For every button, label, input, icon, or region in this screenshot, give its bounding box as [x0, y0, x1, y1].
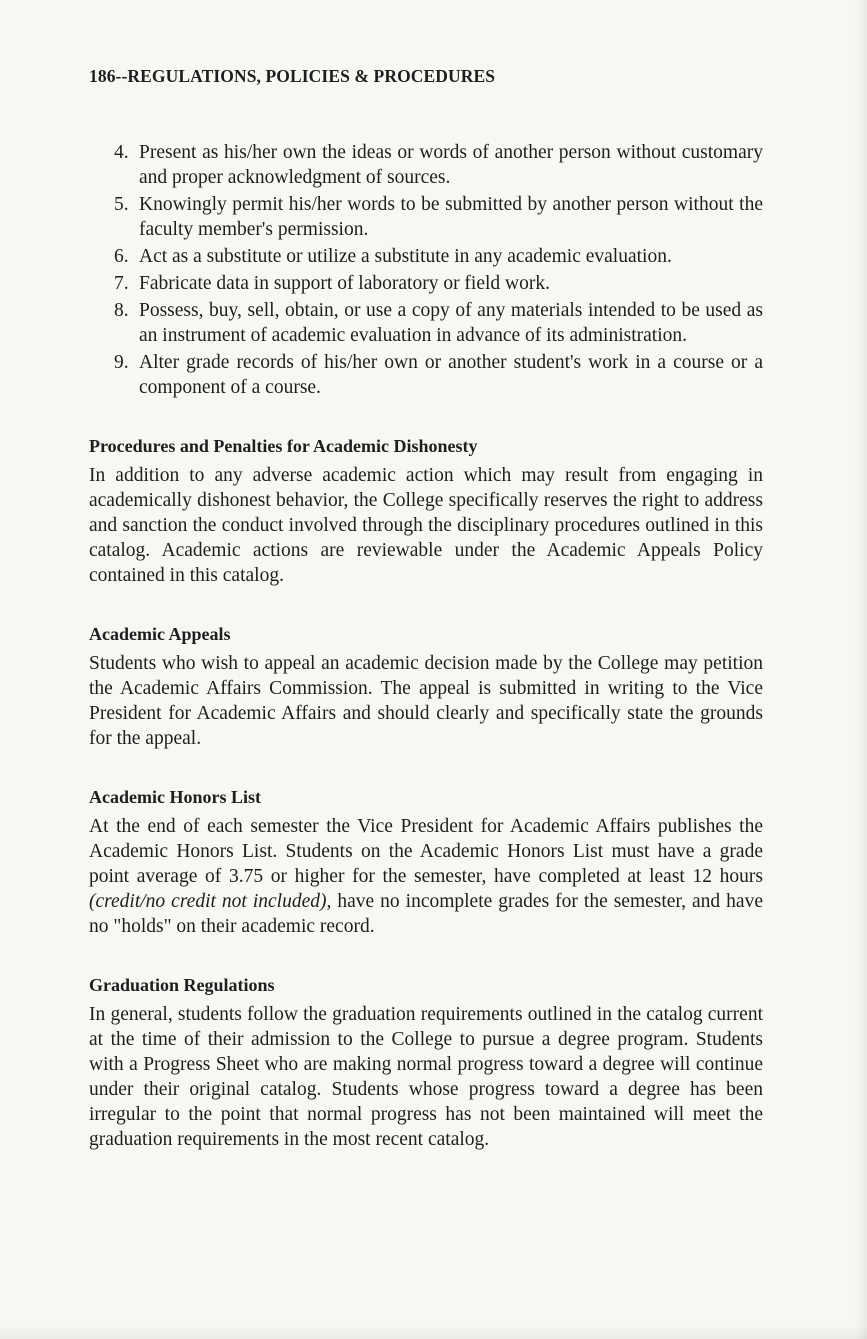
- violations-list: [89, 140, 763, 400]
- running-head: 186--REGULATIONS, POLICIES & PROCEDURES: [89, 66, 496, 86]
- section-graduation: [89, 973, 763, 1152]
- list-item-text: Act as a substitute or utilize a substitute in any academic evaluation.: [139, 246, 672, 267]
- section-heading: Procedures and Penalties for Academic Dishonesty: [89, 436, 478, 456]
- list-item-number: 5.: [114, 194, 129, 215]
- list-item: [89, 192, 763, 242]
- list-item-number: 9.: [114, 352, 129, 373]
- section-academic-appeals: [89, 622, 763, 751]
- section-procedures: [89, 434, 763, 588]
- section-body: [89, 814, 763, 939]
- list-item: [89, 244, 763, 269]
- section-body-text: have no incomplete grades for the semester, and have no "holds" on their academic record.: [89, 891, 763, 937]
- section-heading: Academic Appeals: [89, 624, 231, 644]
- list-item-number: 8.: [114, 300, 129, 321]
- list-item: [89, 271, 763, 296]
- list-item-text: Present as his/her own the ideas or words of another person without customary and proper acknowledgment of sources.: [139, 142, 763, 188]
- section-heading: Academic Honors List: [89, 787, 261, 807]
- list-item-text: Fabricate data in support of laboratory or field work.: [139, 273, 550, 294]
- list-item-number: 6.: [114, 246, 129, 267]
- list-item-text: Knowingly permit his/her words to be submitted by another person without the faculty member's permission.: [139, 194, 763, 240]
- section-body-italic: (credit/no credit not included),: [89, 891, 332, 912]
- list-item: [89, 350, 763, 400]
- section-body: Students who wish to appeal an academic decision made by the College may petition the Academic Affairs Commission. The appeal is submitted in writing to the Vice President for Academic Affairs and should clearly and specifically state the grounds for the appeal.: [89, 653, 763, 749]
- list-item-number: 4.: [114, 142, 129, 163]
- page-content: [89, 140, 763, 1152]
- section-body: In addition to any adverse academic action which may result from engaging in academically dishonest behavior, the College specifically reserves the right to address and sanction the conduct involved through the disciplinary procedures outlined in this catalog. Academic actions are reviewable under the Academic Appeals Policy contained in this catalog.: [89, 465, 763, 586]
- list-item: [89, 298, 763, 348]
- section-body: In general, students follow the graduation requirements outlined in the catalog current at the time of their admission to the College to pursue a degree program. Students with a Progress Sheet who are making normal progress toward a degree will continue under their original catalog. Students whose progress toward a degree has been irregular to the point that normal progress has not been maintained will meet the graduation requirements in the most recent catalog.: [89, 1004, 763, 1150]
- section-academic-honors: [89, 785, 763, 939]
- list-item-text: Alter grade records of his/her own or another student's work in a course or a component of a course.: [139, 352, 763, 398]
- list-item-text: Possess, buy, sell, obtain, or use a copy of any materials intended to be used as an instrument of academic evaluation in advance of its administration.: [139, 300, 763, 346]
- list-item-number: 7.: [114, 273, 129, 294]
- list-item: [89, 140, 763, 190]
- section-body-text: At the end of each semester the Vice President for Academic Affairs publishes the Academic Honors List. Students on the Academic Honors List must have a grade point average of 3.75 or higher for the semester, have completed at least 12 hours: [89, 816, 763, 887]
- section-heading: Graduation Regulations: [89, 975, 275, 995]
